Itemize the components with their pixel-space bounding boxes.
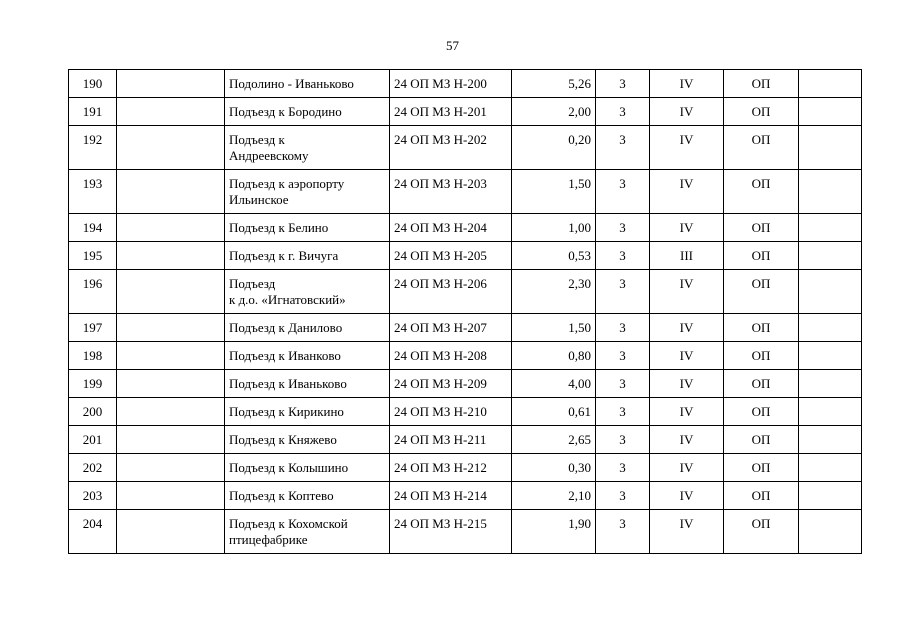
road-type-cell: ОП	[724, 510, 799, 554]
category-cell: 3	[596, 242, 650, 270]
tech-class-cell: IV	[650, 126, 724, 170]
road-type-cell: ОП	[724, 482, 799, 510]
note-cell	[799, 126, 862, 170]
table-row	[69, 398, 862, 426]
blank-cell	[117, 370, 225, 398]
table-row	[69, 270, 862, 314]
road-type-cell: ОП	[724, 370, 799, 398]
road-name-cell: Подъезд к аэропорту Ильинское	[225, 170, 390, 214]
road-code-cell: 24 ОП МЗ Н-203	[390, 170, 512, 214]
tech-class-cell: IV	[650, 98, 724, 126]
table-row	[69, 314, 862, 342]
road-code-cell: 24 ОП МЗ Н-212	[390, 454, 512, 482]
row-number-cell: 195	[69, 242, 117, 270]
blank-cell	[117, 70, 225, 98]
row-number-cell: 203	[69, 482, 117, 510]
road-code-cell: 24 ОП МЗ Н-206	[390, 270, 512, 314]
row-number-cell: 200	[69, 398, 117, 426]
blank-cell	[117, 454, 225, 482]
length-cell: 1,90	[512, 510, 596, 554]
row-number-cell: 196	[69, 270, 117, 314]
road-type-cell: ОП	[724, 126, 799, 170]
row-number-cell: 201	[69, 426, 117, 454]
road-name-cell: Подъезд к Белино	[225, 214, 390, 242]
note-cell	[799, 482, 862, 510]
table-row	[69, 98, 862, 126]
length-cell: 2,00	[512, 98, 596, 126]
blank-cell	[117, 314, 225, 342]
blank-cell	[117, 342, 225, 370]
row-number-cell: 198	[69, 342, 117, 370]
road-name-cell: Подъезд к Колышино	[225, 454, 390, 482]
blank-cell	[117, 170, 225, 214]
table-row	[69, 342, 862, 370]
category-cell: 3	[596, 342, 650, 370]
note-cell	[799, 314, 862, 342]
table-row	[69, 126, 862, 170]
road-name-cell: Подъезд к Иванково	[225, 342, 390, 370]
road-name-cell: Подъезд к Андреевскому	[225, 126, 390, 170]
tech-class-cell: IV	[650, 170, 724, 214]
blank-cell	[117, 126, 225, 170]
tech-class-cell: IV	[650, 482, 724, 510]
roads-table	[68, 69, 862, 554]
table-row	[69, 510, 862, 554]
tech-class-cell: IV	[650, 314, 724, 342]
category-cell: 3	[596, 214, 650, 242]
road-name-cell: Подъезд к Кирикино	[225, 398, 390, 426]
row-number-cell: 199	[69, 370, 117, 398]
note-cell	[799, 426, 862, 454]
page-number: 57	[446, 38, 459, 53]
table-row	[69, 482, 862, 510]
length-cell: 0,30	[512, 454, 596, 482]
road-type-cell: ОП	[724, 342, 799, 370]
category-cell: 3	[596, 510, 650, 554]
note-cell	[799, 342, 862, 370]
length-cell: 2,10	[512, 482, 596, 510]
row-number-cell: 194	[69, 214, 117, 242]
note-cell	[799, 98, 862, 126]
tech-class-cell: IV	[650, 270, 724, 314]
note-cell	[799, 510, 862, 554]
tech-class-cell: IV	[650, 70, 724, 98]
note-cell	[799, 170, 862, 214]
category-cell: 3	[596, 454, 650, 482]
length-cell: 0,61	[512, 398, 596, 426]
road-name-cell: Подолино - Иваньково	[225, 70, 390, 98]
length-cell: 1,00	[512, 214, 596, 242]
length-cell: 2,30	[512, 270, 596, 314]
road-name-cell: Подъезд к Иваньково	[225, 370, 390, 398]
length-cell: 5,26	[512, 70, 596, 98]
road-type-cell: ОП	[724, 70, 799, 98]
blank-cell	[117, 270, 225, 314]
note-cell	[799, 70, 862, 98]
note-cell	[799, 398, 862, 426]
road-type-cell: ОП	[724, 314, 799, 342]
tech-class-cell: III	[650, 242, 724, 270]
table-row	[69, 70, 862, 98]
table-row	[69, 242, 862, 270]
length-cell: 1,50	[512, 314, 596, 342]
blank-cell	[117, 398, 225, 426]
length-cell: 0,20	[512, 126, 596, 170]
length-cell: 2,65	[512, 426, 596, 454]
road-type-cell: ОП	[724, 98, 799, 126]
length-cell: 1,50	[512, 170, 596, 214]
note-cell	[799, 270, 862, 314]
tech-class-cell: IV	[650, 398, 724, 426]
road-code-cell: 24 ОП МЗ Н-211	[390, 426, 512, 454]
row-number-cell: 192	[69, 126, 117, 170]
road-name-cell: Подъезд к Бородино	[225, 98, 390, 126]
blank-cell	[117, 214, 225, 242]
table-body	[69, 70, 862, 554]
category-cell: 3	[596, 426, 650, 454]
road-name-cell: Подъезд к г. Вичуга	[225, 242, 390, 270]
category-cell: 3	[596, 98, 650, 126]
road-name-cell: Подъезд к Данилово	[225, 314, 390, 342]
table-row	[69, 214, 862, 242]
category-cell: 3	[596, 270, 650, 314]
table-row	[69, 454, 862, 482]
road-type-cell: ОП	[724, 454, 799, 482]
road-code-cell: 24 ОП МЗ Н-201	[390, 98, 512, 126]
table-row	[69, 426, 862, 454]
length-cell: 0,80	[512, 342, 596, 370]
row-number-cell: 204	[69, 510, 117, 554]
tech-class-cell: IV	[650, 510, 724, 554]
road-code-cell: 24 ОП МЗ Н-202	[390, 126, 512, 170]
category-cell: 3	[596, 126, 650, 170]
length-cell: 0,53	[512, 242, 596, 270]
blank-cell	[117, 510, 225, 554]
road-code-cell: 24 ОП МЗ Н-214	[390, 482, 512, 510]
road-code-cell: 24 ОП МЗ Н-200	[390, 70, 512, 98]
road-name-cell: Подъезд к Кохомской птицефабрике	[225, 510, 390, 554]
category-cell: 3	[596, 314, 650, 342]
road-code-cell: 24 ОП МЗ Н-205	[390, 242, 512, 270]
road-code-cell: 24 ОП МЗ Н-208	[390, 342, 512, 370]
blank-cell	[117, 98, 225, 126]
road-name-cell: Подъезд к д.о. «Игнатовский»	[225, 270, 390, 314]
note-cell	[799, 214, 862, 242]
road-name-cell: Подъезд к Княжево	[225, 426, 390, 454]
road-type-cell: ОП	[724, 270, 799, 314]
row-number-cell: 197	[69, 314, 117, 342]
blank-cell	[117, 242, 225, 270]
table-row	[69, 170, 862, 214]
tech-class-cell: IV	[650, 342, 724, 370]
category-cell: 3	[596, 70, 650, 98]
note-cell	[799, 370, 862, 398]
road-type-cell: ОП	[724, 426, 799, 454]
category-cell: 3	[596, 482, 650, 510]
length-cell: 4,00	[512, 370, 596, 398]
road-type-cell: ОП	[724, 170, 799, 214]
row-number-cell: 191	[69, 98, 117, 126]
row-number-cell: 190	[69, 70, 117, 98]
tech-class-cell: IV	[650, 426, 724, 454]
tech-class-cell: IV	[650, 370, 724, 398]
blank-cell	[117, 482, 225, 510]
category-cell: 3	[596, 398, 650, 426]
road-code-cell: 24 ОП МЗ Н-204	[390, 214, 512, 242]
road-code-cell: 24 ОП МЗ Н-215	[390, 510, 512, 554]
table-row	[69, 370, 862, 398]
road-code-cell: 24 ОП МЗ Н-210	[390, 398, 512, 426]
row-number-cell: 193	[69, 170, 117, 214]
road-type-cell: ОП	[724, 242, 799, 270]
road-type-cell: ОП	[724, 398, 799, 426]
blank-cell	[117, 426, 225, 454]
road-type-cell: ОП	[724, 214, 799, 242]
category-cell: 3	[596, 170, 650, 214]
tech-class-cell: IV	[650, 214, 724, 242]
category-cell: 3	[596, 370, 650, 398]
tech-class-cell: IV	[650, 454, 724, 482]
road-code-cell: 24 ОП МЗ Н-207	[390, 314, 512, 342]
row-number-cell: 202	[69, 454, 117, 482]
road-code-cell: 24 ОП МЗ Н-209	[390, 370, 512, 398]
note-cell	[799, 454, 862, 482]
note-cell	[799, 242, 862, 270]
road-name-cell: Подъезд к Коптево	[225, 482, 390, 510]
